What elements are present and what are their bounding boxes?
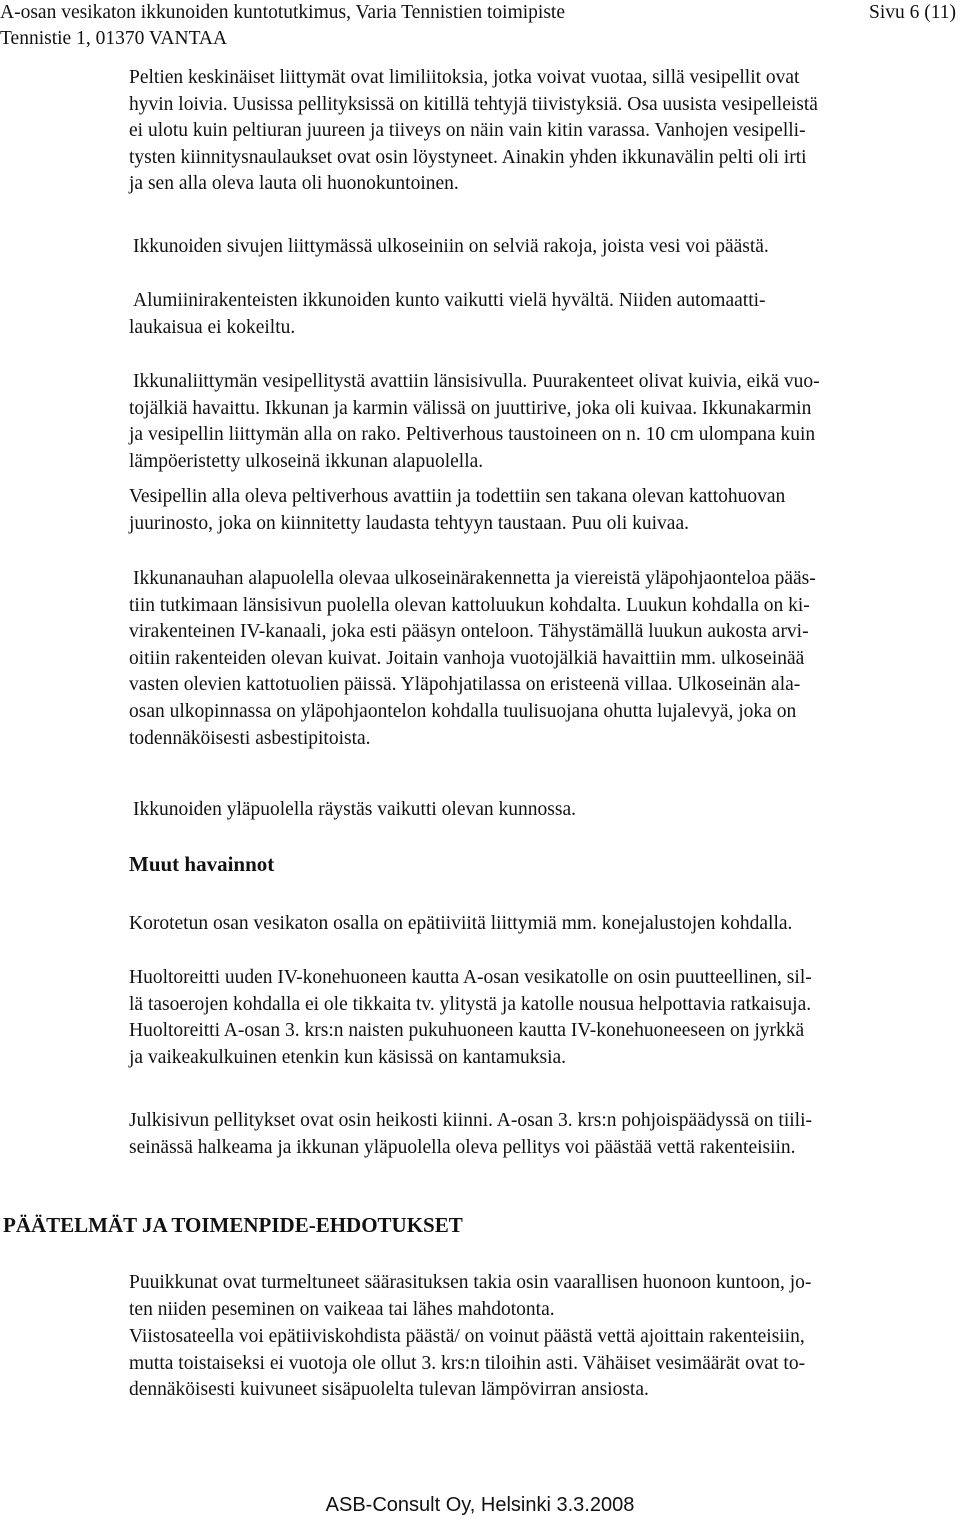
paragraph-3 [129,288,766,341]
text-line: dennäköisesti kuivuneet sisäpuolelta tulevan lämpövirran ansiosta. [129,1379,649,1401]
paragraph-12 [129,1324,805,1404]
text-line: Vesipellin alla oleva peltiverhous avattiin ja todettiin sen takana olevan kattohuovan [129,486,786,507]
text-line: Viistosateella voi epätiiviskohdista päästä/ on voinut päästä vettä ajoittain rakenteisiin, [129,1326,805,1347]
text-line: tiin tutkimaan länsisivun puolella olevan kattoluukun kohdalta. Luukun kohdalla on ki- [129,594,810,616]
text-line: ja vaikeakulkuinen etenkin kun käsissä on kantamuksia. [129,1046,567,1068]
paragraph-11 [129,1270,811,1323]
subheading-muut-havainnot: Muut havainnot [129,852,275,876]
text-line: ja sen alla oleva lauta oli huonokuntoinen. [129,173,459,195]
text-line: Ikkunoiden sivujen liittymässä ulkoseiniin on selviä rakoja, joista vesi voi päästä. [133,236,769,257]
text-line: Ikkunaliittymän vesipellitystä avattiin länsisivulla. Puurakenteet olivat kuivia, eikä vuo- [133,371,820,392]
text-line: hyvin loivia. Uusissa pellityksissä on kitillä tehtyjä tiivistyksiä. Osa uusista vesipelleistä [129,93,818,115]
text-line: mutta toistaiseksi ei vuotoja ole ollut 3. krs:n tiloihin asti. Vähäiset vesimäärät ovat to- [129,1352,806,1374]
text-line: Korotetun osan vesikaton osalla on epätiiviitä liittymiä mm. konejalustojen kohdalla. [129,913,793,934]
text-line: Ikkunanauhan alapuolella olevaa ulkoseinärakennetta ja viereistä yläpohjaonteloa pääs- [133,568,816,589]
text-line: lämpöeristetty ulkoseinä ikkunan alapuolella. [129,450,484,472]
paragraph-6 [129,566,816,752]
text-line: Peltien keskinäiset liittymät ovat limiliitoksia, jotka voivat vuotaa, sillä vesipellit ovat [129,67,800,88]
text-line: ten niiden peseminen on vaikeaa tai lähes mahdotonta. [129,1298,555,1320]
text-line: virakenteinen IV-kanaali, joka esti pääsyn onteloon. Tähystämällä luukun aukosta arvi- [129,621,809,643]
paragraph-2 [129,234,769,261]
text-line: osan ulkopinnassa on yläpohjaontelon kohdalla tuulisuojana ohutta lujalevyä, joka on [129,700,797,722]
paragraph-5 [129,484,785,537]
paragraph-8 [129,911,792,938]
text-line: Puuikkunat ovat turmeltuneet säärasituksen takia osin vaarallisen huonoon kuntoon, jo- [129,1272,812,1293]
text-line: vasten olevien kattotuolien päissä. Yläpohjatilassa on eristeenä villaa. Ulkoseinän ala- [129,674,801,696]
section-heading-conclusions: PÄÄTELMÄT JA TOIMENPIDE-EHDOTUKSET [3,1213,463,1237]
text-line: ei ulotu kuin peltiuran juureen ja tiiveys on näin vain kitin varassa. Vanhojen vesipelli- [129,120,806,142]
header-page-number: Sivu 6 (11) [868,2,956,23]
text-line: oitiin rakenteiden olevan kuivat. Joitain vanhoja vuotojälkiä havaittiin mm. ulkoseinää [129,647,805,669]
text-line: tysten kiinnitysnaulaukset ovat osin löystyneet. Ainakin yhden ikkunavälin pelti oli irti [129,146,807,168]
text-line: Ikkunoiden yläpuolella räystäs vaikutti olevan kunnossa. [133,799,576,820]
text-line: laukaisua ei kokeiltu. [129,316,296,338]
text-line: todennäköisesti asbestipitoista. [129,727,371,749]
text-line: seinässä halkeama ja ikkunan yläpuolella oleva pellitys voi päästää vettä rakenteisiin. [129,1136,796,1158]
footer-text: ASB-Consult Oy, Helsinki 3.3.2008 [325,1494,635,1516]
text-line: Julkisivun pellitykset ovat osin heikosti kiinni. A-osan 3. krs:n pohjoispäädyssä on tiili- [129,1110,813,1131]
paragraph-9 [129,965,812,1071]
paragraph-1 [129,65,818,198]
text-line: ja vesipellin liittymän alla on rako. Peltiverhous taustoineen on n. 10 cm ulompana kuin [129,424,816,446]
text-line: lä tasoerojen kohdalla ei ole tikkaita tv. ylitystä ja katolle nousua helpottavia ratkaisuja. [129,993,812,1015]
header-title: A-osan vesikaton ikkunoiden kuntotutkimus, Varia Tennistien toimipiste [0,2,565,23]
text-line: Huoltoreitti uuden IV-konehuoneen kautta A-osan vesikatolle on osin puutteellinen, sil- [129,967,812,988]
paragraph-10 [129,1108,812,1161]
paragraph-4 [129,369,820,475]
text-line: Huoltoreitti A-osan 3. krs:n naisten pukuhuoneen kautta IV-konehuoneeseen on jyrkkä [129,1020,805,1042]
paragraph-7 [129,797,576,824]
text-line: juurinosto, joka on kiinnitetty laudasta tehtyyn taustaan. Puu oli kuivaa. [129,512,689,534]
text-line: Alumiinirakenteisten ikkunoiden kunto vaikutti vielä hyvältä. Niiden automaatti- [133,290,766,311]
text-line: tojälkiä havaittu. Ikkunan ja karmin välissä on juuttirive, joka oli kuivaa. Ikkunakarmin [129,397,812,419]
header-address: Tennistie 1, 01370 VANTAA [0,28,228,49]
